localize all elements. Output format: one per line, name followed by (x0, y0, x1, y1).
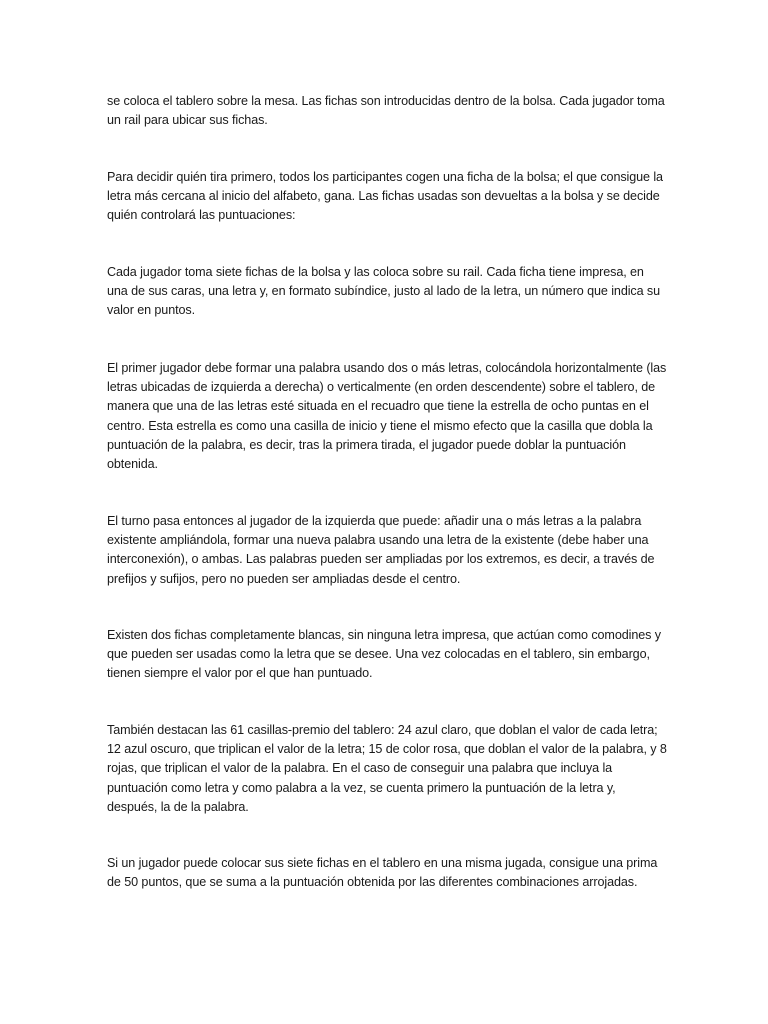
paragraph-3: Cada jugador toma siete fichas de la bolsa y las coloca sobre su rail. Cada ficha tiene impresa, en una de sus caras, una letra y, en formato subíndice, justo al lado de la letra, un número que indica su valor en puntos. (107, 265, 661, 318)
paragraph-2: Para decidir quién tira primero, todos los participantes cogen una ficha de la bolsa; el que consigue la letra más cercana al inicio del alfabeto, gana. Las fichas usadas son devueltas a la bolsa y se decide quién controlará las puntuaciones: (107, 170, 663, 223)
paragraph-4: El primer jugador debe formar una palabra usando dos o más letras, colocándola horizontalmente (las letras ubicadas de izquierda a derecha) o verticalmente (en orden descendente) sobre el tablero, de manera que una de las letras esté situada en el recuadro que tiene la estrella de ocho puntas en el centro. Esta estrella es como una casilla de inicio y tiene el mismo efecto que la casilla que dobla la puntuación de la palabra, es decir, tras la primera tirada, el jugador puede doblar la puntuación obtenida. (107, 361, 667, 472)
paragraph-7: También destacan las 61 casillas-premio del tablero: 24 azul claro, que doblan el valor de cada letra; 12 azul oscuro, que triplican el valor de la letra; 15 de color rosa, que doblan el valor de la palabra, y 8 rojas, que triplican el valor de la palabra. En el caso de conseguir una palabra que incluya la puntuación como letra y como palabra a la vez, se cuenta primero la puntuación de la letra y, después, la de la palabra. (107, 723, 667, 814)
paragraph-6: Existen dos fichas completamente blancas, sin ninguna letra impresa, que actúan como comodines y que pueden ser usadas como la letra que se desee. Una vez colocadas en el tablero, sin embargo, tienen siempre el valor por el que han puntuado. (107, 628, 661, 681)
paragraph-8: Si un jugador puede colocar sus siete fichas en el tablero en una misma jugada, consigue una prima de 50 puntos, que se suma a la puntuación obtenida por las diferentes combinaciones arrojadas. (107, 856, 658, 890)
paragraph-1: se coloca el tablero sobre la mesa. Las fichas son introducidas dentro de la bolsa. Cada jugador toma un rail para ubicar sus fichas. (107, 94, 665, 128)
paragraph-5: El turno pasa entonces al jugador de la izquierda que puede: añadir una o más letras a la palabra existente ampliándola, formar una nueva palabra usando una letra de la existente (debe haber una interconexión), o ambas. Las palabras pueden ser ampliadas por los extremos, es decir, a través de prefijos y sufijos, pero no pueden ser ampliadas desde el centro. (107, 514, 655, 586)
